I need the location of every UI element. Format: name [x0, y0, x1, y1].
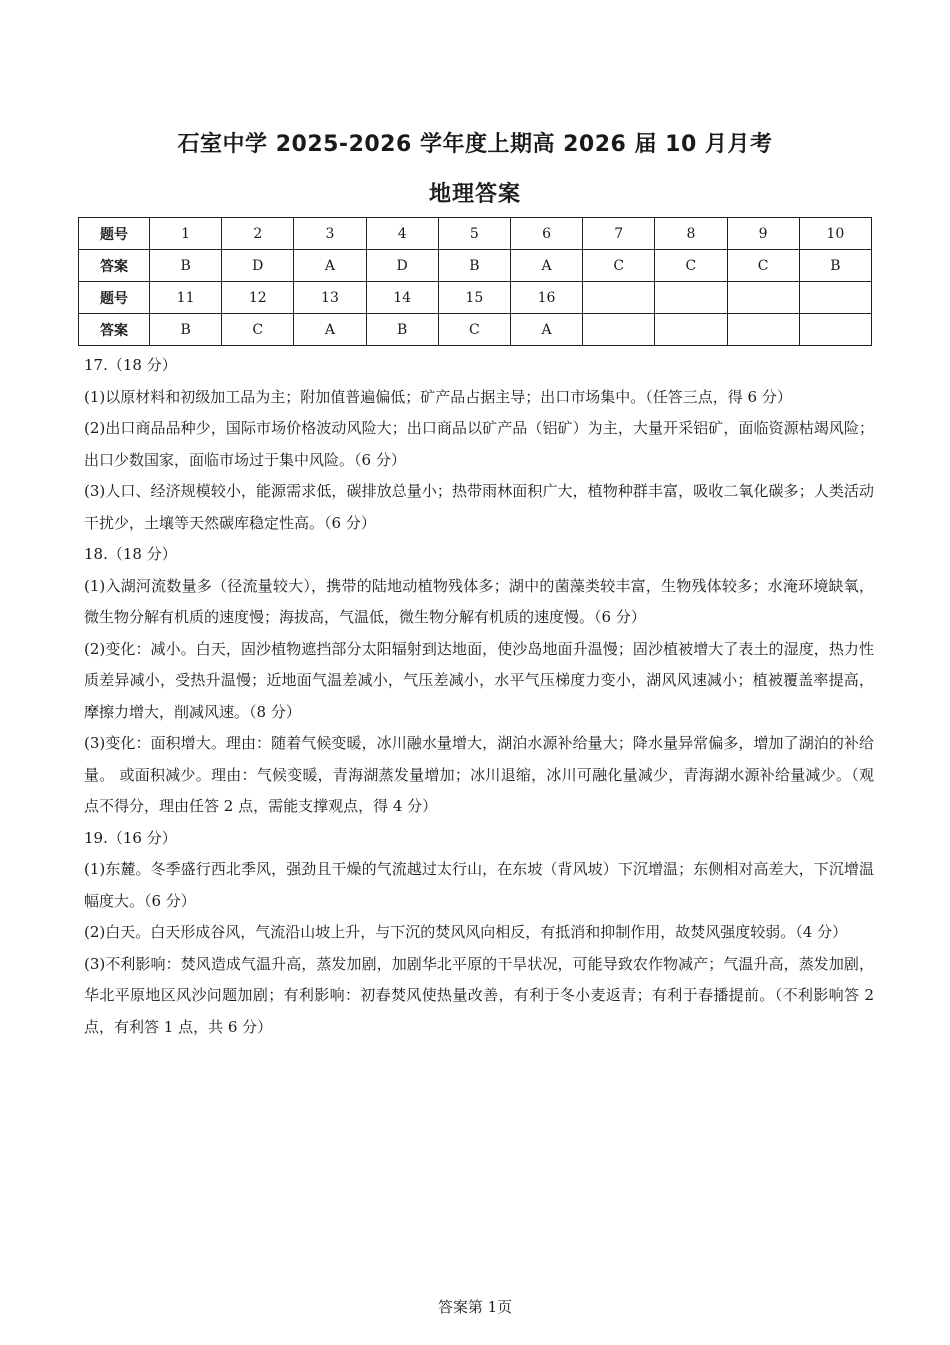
q18-part3: (3)变化：面积增大。理由：随着气候变暖，冰川融水量增大，湖泊水源补给量大；降水量异常偏多，增加了湖泊的补给量。 或面积减少。理由：气候变暖，青海湖蒸发量增加；冰川退缩，冰川可融化量减少，青海湖水源补给量减少。（观点不得分，理由任答 2 点，需能支撑观点，得 4 分） [84, 734, 874, 815]
question-number-cell: 7 [583, 218, 655, 250]
q18-part1: (1)入湖河流数量多（径流量较大），携带的陆地动植物残体多；湖中的菌藻类较丰富，生物残体较多；水淹环境缺氧，微生物分解有机质的速度慢；海拔高，气温低，微生物分解有机质的速度慢。（6 分） [84, 576, 874, 626]
question-number-cell: 8 [655, 218, 727, 250]
answer-cell: B [799, 250, 871, 282]
question-number-cell: 2 [222, 218, 294, 250]
q18-part2: (2)变化：减小。白天，固沙植物遮挡部分太阳辐射到达地面，使沙岛地面升温慢；固沙植被增大了表土的湿度，热力性质差异减小，受热升温慢；近地面气温差减小，气压差减小，水平气压梯度力变小，湖风风速减小；植被覆盖率提高，摩擦力增大，削减风速。（8 分） [84, 639, 874, 721]
answer-cell: B [150, 250, 222, 282]
row-label: 题号 [79, 218, 150, 250]
answer-cell: B [438, 250, 510, 282]
answer-cell: C [655, 250, 727, 282]
question-number-cell: 11 [150, 282, 222, 314]
table-row-question-numbers-2 [79, 282, 872, 314]
empty-cell [655, 282, 727, 314]
q17-heading: 17.（18 分） [84, 356, 177, 374]
q19-part3: (3)不利影响：焚风造成气温升高，蒸发加剧，加剧华北平原的干旱状况，可能导致农作物减产；气温升高，蒸发加剧，华北平原地区风沙问题加剧；有利影响：初春焚风使热量改善，有利于冬小麦返青；有利于春播提前。（不利影响答 2 点，有利答 1 点，共 6 分） [84, 954, 874, 1036]
empty-cell [727, 282, 799, 314]
table-row-question-numbers-1 [79, 218, 872, 250]
page-footer: 答案第 1页 [437, 1298, 513, 1316]
answer-cell: B [150, 314, 222, 346]
q17-part2: (2)出口商品品种少，国际市场价格波动风险大；出口商品以矿产品（铝矿）为主，大量开采铝矿，面临资源枯竭风险；出口少数国家，面临市场过于集中风险。（6 分） [84, 419, 874, 469]
answer-cell: A [510, 250, 582, 282]
question-number-cell: 5 [438, 218, 510, 250]
answer-cell: D [222, 250, 294, 282]
question-number-cell: 13 [294, 282, 366, 314]
answer-cell: B [366, 314, 438, 346]
empty-cell [583, 282, 655, 314]
empty-cell [727, 314, 799, 346]
q19-part1: (1)东麓。冬季盛行西北季风，强劲且干燥的气流越过太行山，在东坡（背风坡）下沉增温；东侧相对高差大，下沉增温幅度大。（6 分） [84, 860, 874, 910]
row-label: 答案 [79, 314, 150, 346]
answer-cell: C [727, 250, 799, 282]
q17-part3: (3)人口、经济规模较小，能源需求低，碳排放总量小；热带雨林面积广大，植物种群丰富，吸收二氧化碳多；人类活动干扰少，土壤等天然碳库稳定性高。（6 分） [84, 482, 874, 532]
q17-part1: (1)以原材料和初级加工品为主；附加值普遍偏低；矿产品占据主导；出口市场集中。（任答三点，得 6 分） [84, 387, 792, 406]
q19-part2: (2)白天。白天形成谷风，气流沿山坡上升，与下沉的焚风风向相反，有抵消和抑制作用，故焚风强度较弱。（4 分） [84, 923, 848, 941]
table-row-answers-1 [79, 250, 872, 282]
answer-table [78, 217, 872, 346]
row-label: 答案 [79, 250, 150, 282]
question-number-cell: 1 [150, 218, 222, 250]
answer-cell: A [294, 314, 366, 346]
answer-cell: A [510, 314, 582, 346]
question-number-cell: 14 [366, 282, 438, 314]
question-number-cell: 6 [510, 218, 582, 250]
empty-cell [799, 314, 871, 346]
exam-title: 石室中学 2025-2026 学年度上期高 2026 届 10 月月考 [177, 132, 773, 157]
q19-heading: 19.（16 分） [84, 828, 177, 847]
empty-cell [799, 282, 871, 314]
empty-cell [583, 314, 655, 346]
question-number-cell: 4 [366, 218, 438, 250]
question-number-cell: 16 [510, 282, 582, 314]
answer-cell: D [366, 250, 438, 282]
subject-title: 地理答案 [428, 182, 521, 207]
question-number-cell: 10 [799, 218, 871, 250]
row-label: 题号 [79, 282, 150, 314]
answer-explanations [84, 350, 874, 1043]
answer-cell: C [438, 314, 510, 346]
question-number-cell: 9 [727, 218, 799, 250]
answer-cell: C [583, 250, 655, 282]
question-number-cell: 3 [294, 218, 366, 250]
answer-cell: C [222, 314, 294, 346]
q18-heading: 18.（18 分） [84, 545, 177, 563]
table-row-answers-2 [79, 314, 872, 346]
empty-cell [655, 314, 727, 346]
question-number-cell: 15 [438, 282, 510, 314]
answer-cell: A [294, 250, 366, 282]
question-number-cell: 12 [222, 282, 294, 314]
